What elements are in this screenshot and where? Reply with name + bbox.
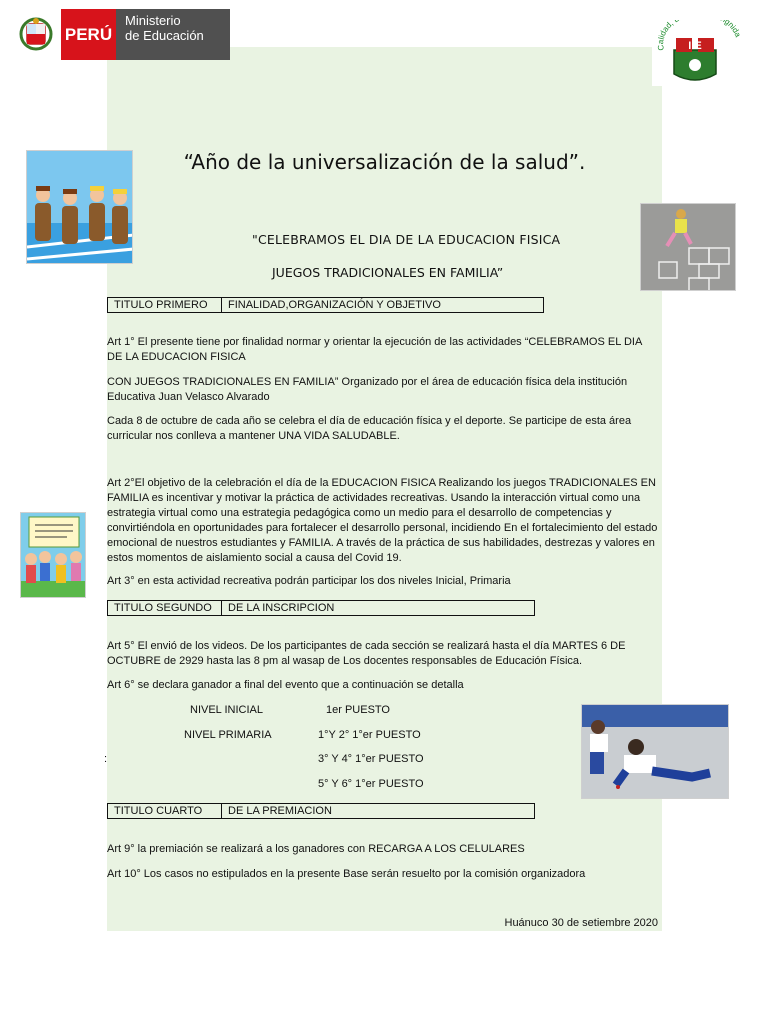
level-primaria: NIVEL PRIMARIA [184,729,272,741]
article-9: Art 9° la premiación se realizará a los ganadores con RECARGA A LOS CELULARES [107,843,525,855]
school-crest-icon [648,20,742,86]
article-5: Art 5° El envió de los videos. De los participantes de cada sección se realizará hasta el día MARTES 6 DE OCTUBRE de 2929 hasta las 8 pm al wasap de Los docentes responsables de Educación Física. [107,640,626,667]
children-sign-illustration [20,512,86,598]
marbles-game-photo [581,704,729,799]
peru-brand-label: PERÚ [61,9,116,60]
article-6: Art 6° se declara ganador a final del evento que a continuación se detalla [107,679,464,691]
level-inicial: NIVEL INICIAL [190,704,263,716]
ministry-line-2: de Educación [125,28,204,43]
peru-coat-of-arms-icon [18,12,54,58]
prize-primaria-1-2: 1°Y 2° 1°er PUESTO [318,729,421,741]
school-motto: Calidad, gnida [656,20,742,52]
hopscotch-photo [640,203,736,291]
section-header-2 [107,600,535,616]
article-3: Art 3° en esta actividad recreativa podrán participar los dos niveles Inicial, Primaria [107,575,511,587]
school-initials: I E [688,40,702,52]
ministry-label [116,9,230,60]
section-3-title: DE LA PREMIACION [228,805,332,817]
prize-inicial: 1er PUESTO [326,704,390,716]
section-header-1 [107,297,544,313]
section-2-title: DE LA INSCRIPCION [228,602,335,614]
event-subtitle-2: JUEGOS TRADICIONALES EN FAMILIA” [272,265,504,280]
article-2: Art 2°El objetivo de la celebración el día de la EDUCACION FISICA Realizando los juegos TRADICIONALES EN FAMILIA es incentivar y motivar la práctica de actividades recreativas. Usando la interacción virtual como una estrategia virtual como una estrategia pedagógica como un medio para el desarrollo de competencias y convirtiéndola en oportunidades para fortalecer el desarrollo personal, incidiendo En el fortalecimiento del estado emocional de nuestros estudiantes y FAMILIA. A través de la práctica de sus habilidades, destrezas y valores en estos momentos de aislamiento social a causa del Covid 19. [107,477,658,564]
school-logo [648,20,742,86]
article-10: Art 10° Los casos no estipulados en la presente Base serán resuelto por la comisión organizadora [107,868,586,880]
ministry-line-1: Ministerio [125,13,181,28]
section-header-3 [107,803,535,819]
section-2-label: TITULO SEGUNDO [108,601,222,615]
article-1: Art 1° El presente tiene por finalidad normar y orientar la ejecución de las actividades “CELEBRAMOS EL DIA DE LA EDUCACION FISICA [107,336,642,363]
section-1-title: FINALIDAD,ORGANIZACIÓN Y OBJETIVO [228,299,441,311]
document-title: “Año de la universalización de la salud”. [183,150,586,174]
section-1-label: TITULO PRIMERO [108,298,222,312]
prize-primaria-5-6: 5° Y 6° 1°er PUESTO [318,778,424,790]
stray-mark: : [104,753,108,765]
event-subtitle: "CELEBRAMOS EL DIA DE LA EDUCACION FISICA [252,232,561,247]
section-3-label: TITULO CUARTO [108,804,222,818]
footer-date: Huánuco 30 de setiembre 2020 [504,917,658,929]
article-1-paragraph-3: Cada 8 de octubre de cada año se celebra el día de educación física y el deporte. Se participe de esta área curricular nos conlleva a mantener UNA VIDA SALUDABLE. [107,415,632,442]
prize-primaria-3-4: 3° Y 4° 1°er PUESTO [318,753,424,765]
article-1-continued: CON JUEGOS TRADICIONALES EN FAMILIA” Organizado por el área de educación física dela institución Educativa Juan Velasco Alvarado [107,376,628,403]
